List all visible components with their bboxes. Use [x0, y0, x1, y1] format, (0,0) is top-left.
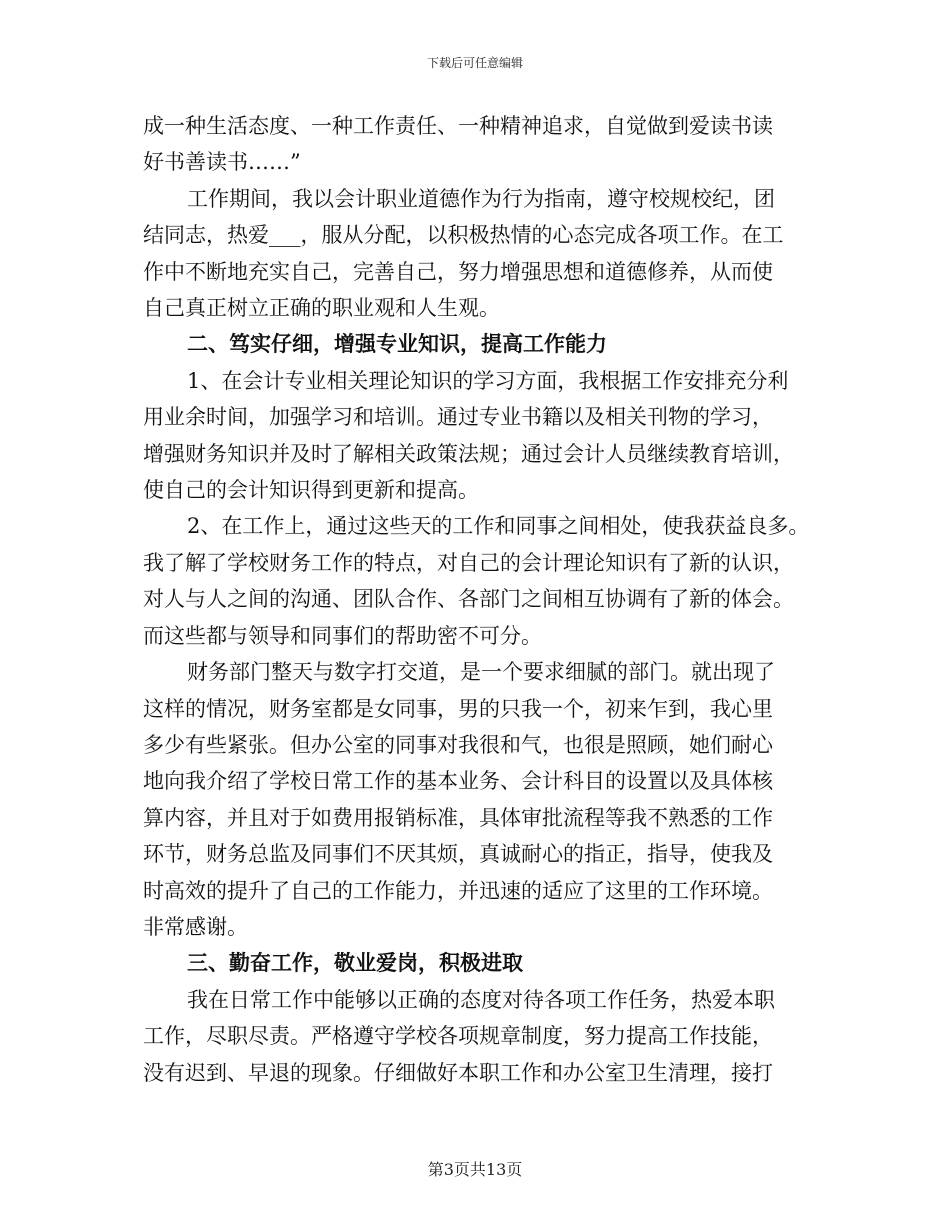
text-line: 我在日常工作中能够以正确的态度对待各项工作任务，热爱本职	[187, 987, 775, 1012]
document-body	[143, 108, 833, 1091]
text-line: 时高效的提升了自己的工作能力，并迅速的适应了这里的工作环境。	[143, 878, 773, 903]
text-line: 没有迟到、早退的现象。仔细做好本职工作和办公室卫生清理，接打	[143, 1060, 773, 1085]
text-line: 环节，财务总监及同事们不厌其烦，真诚耐心的指正，指导，使我及	[143, 842, 773, 867]
paragraph-continuation	[143, 108, 833, 181]
paragraph-daily-work	[143, 982, 833, 1091]
text-line: 对人与人之间的沟通、团队合作、各部门之间相互协调有了新的体会。	[143, 587, 794, 612]
text-line: 好书善读书……”	[143, 150, 301, 175]
page-header: 下载后可任意编辑	[426, 56, 523, 70]
text-line: 地向我介绍了学校日常工作的基本业务、会计科目的设置以及具体核	[143, 769, 773, 794]
text-line: 这样的情况，财务室都是女同事，男的只我一个，初来乍到，我心里	[143, 696, 773, 721]
text-line: 工作，尽职尽责。严格遵守学校各项规章制度，努力提高工作技能，	[143, 1024, 773, 1049]
paragraph-item-1	[143, 363, 833, 509]
text-line: 算内容，并且对于如费用报销标准，具体审批流程等我不熟悉的工作	[143, 805, 773, 830]
text-line: 而这些都与领导和同事们的帮助密不可分。	[143, 623, 542, 648]
text-line: 作中不断地充实自己，完善自己，努力增强思想和道德修养，从而使	[143, 259, 773, 284]
text-line: 财务部门整天与数字打交道，是一个要求细腻的部门。就出现了	[187, 660, 775, 685]
text-line: 成一种生活态度、一种工作责任、一种精神追求，自觉做到爱读书读	[143, 114, 773, 138]
text-line: 自己真正树立正确的职业观和人生观。	[143, 296, 500, 321]
text-line: 2、在工作上，通过这些天的工作和同事之间相处，使我获益良多。	[187, 514, 810, 539]
section-heading-2: 二、笃实仔细，增强专业知识，提高工作能力	[187, 331, 607, 357]
section-heading-3: 三、勤奋工作，敬业爱岗，积极进取	[187, 950, 523, 976]
text-line: 增强财务知识并及时了解相关政策法规；通过会计人员继续教育培训，	[143, 441, 794, 466]
text-line: 工作期间，我以会计职业道德作为行为指南，遵守校规校纪，团	[187, 186, 775, 211]
text-line: 用业余时间，加强学习和培训。通过专业书籍以及相关刊物的学习，	[143, 405, 773, 430]
paragraph-work-period	[143, 181, 833, 327]
paragraph-finance-dept	[143, 654, 833, 945]
text-line: 多少有些紧张。但办公室的同事对我很和气，也很是照顾，她们耐心	[143, 732, 773, 757]
page-footer: 第3页共13页	[427, 1160, 523, 1179]
text-line: 1、在会计专业相关理论知识的学习方面，我根据工作安排充分利	[187, 368, 789, 393]
text-line: 使自己的会计知识得到更新和提高。	[143, 478, 479, 503]
paragraph-item-2	[143, 508, 833, 654]
text-line: 我了解了学校财务工作的特点，对自己的会计理论知识有了新的认识，	[143, 550, 794, 575]
text-line: 结同志，热爱___，服从分配，以积极热情的心态完成各项工作。在工	[143, 223, 784, 248]
text-line: 非常感谢。	[143, 914, 248, 939]
